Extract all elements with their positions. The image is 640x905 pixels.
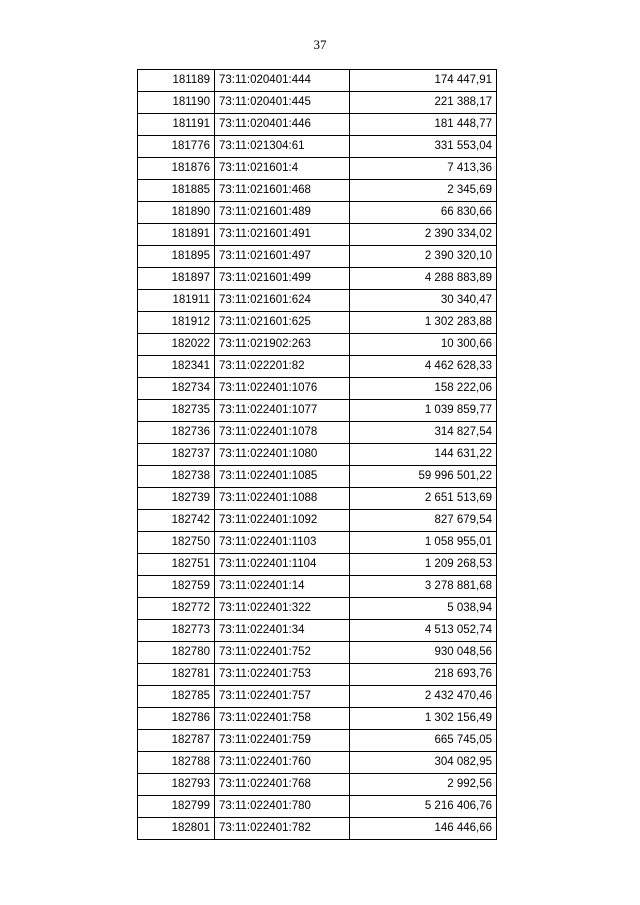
value-cell: 146 446,66	[350, 818, 497, 840]
value-cell: 174 447,91	[350, 70, 497, 92]
value-cell: 331 553,04	[350, 136, 497, 158]
table-row	[138, 466, 497, 488]
cadastral-number-cell: 73:11:022401:1077	[215, 400, 350, 422]
cadastral-number-cell: 73:11:021601:499	[215, 268, 350, 290]
row-id-cell: 181189	[138, 70, 215, 92]
row-id-cell: 182742	[138, 510, 215, 532]
row-id-cell: 182738	[138, 466, 215, 488]
row-id-cell: 182780	[138, 642, 215, 664]
cadastral-number-cell: 73:11:022401:1088	[215, 488, 350, 510]
row-id-cell: 182750	[138, 532, 215, 554]
table-row	[138, 488, 497, 510]
value-cell: 2 432 470,46	[350, 686, 497, 708]
value-cell: 2 992,56	[350, 774, 497, 796]
row-id-cell: 182787	[138, 730, 215, 752]
row-id-cell: 182736	[138, 422, 215, 444]
row-id-cell: 182737	[138, 444, 215, 466]
row-id-cell: 181885	[138, 180, 215, 202]
table-row	[138, 752, 497, 774]
table-row	[138, 180, 497, 202]
row-id-cell: 181191	[138, 114, 215, 136]
cadastral-number-cell: 73:11:022401:753	[215, 664, 350, 686]
table-row	[138, 818, 497, 840]
table-row	[138, 246, 497, 268]
table-row	[138, 378, 497, 400]
value-cell: 4 288 883,89	[350, 268, 497, 290]
row-id-cell: 182734	[138, 378, 215, 400]
value-cell: 1 039 859,77	[350, 400, 497, 422]
cadastral-number-cell: 73:11:022401:768	[215, 774, 350, 796]
table-row	[138, 686, 497, 708]
table-row	[138, 664, 497, 686]
row-id-cell: 182751	[138, 554, 215, 576]
value-cell: 665 745,05	[350, 730, 497, 752]
table-row	[138, 774, 497, 796]
table-row	[138, 114, 497, 136]
table-row	[138, 290, 497, 312]
row-id-cell: 182735	[138, 400, 215, 422]
table-row	[138, 730, 497, 752]
row-id-cell: 182773	[138, 620, 215, 642]
value-cell: 3 278 881,68	[350, 576, 497, 598]
data-table	[137, 69, 497, 840]
row-id-cell: 182786	[138, 708, 215, 730]
value-cell: 930 048,56	[350, 642, 497, 664]
cadastral-number-cell: 73:11:021601:624	[215, 290, 350, 312]
value-cell: 158 222,06	[350, 378, 497, 400]
cadastral-number-cell: 73:11:020401:445	[215, 92, 350, 114]
cadastral-number-cell: 73:11:022401:322	[215, 598, 350, 620]
cadastral-number-cell: 73:11:022401:780	[215, 796, 350, 818]
table-row	[138, 312, 497, 334]
row-id-cell: 181895	[138, 246, 215, 268]
value-cell: 10 300,66	[350, 334, 497, 356]
value-cell: 2 345,69	[350, 180, 497, 202]
row-id-cell: 181891	[138, 224, 215, 246]
table-row	[138, 400, 497, 422]
table-row	[138, 268, 497, 290]
table-row	[138, 422, 497, 444]
row-id-cell: 182759	[138, 576, 215, 598]
row-id-cell: 182739	[138, 488, 215, 510]
cadastral-number-cell: 73:11:022401:1092	[215, 510, 350, 532]
cadastral-number-cell: 73:11:022401:1104	[215, 554, 350, 576]
value-cell: 5 216 406,76	[350, 796, 497, 818]
value-cell: 144 631,22	[350, 444, 497, 466]
table-row	[138, 356, 497, 378]
value-cell: 4 513 052,74	[350, 620, 497, 642]
row-id-cell: 182799	[138, 796, 215, 818]
table-row	[138, 70, 497, 92]
cadastral-number-cell: 73:11:022401:1085	[215, 466, 350, 488]
cadastral-number-cell: 73:11:021304:61	[215, 136, 350, 158]
cadastral-number-cell: 73:11:022401:760	[215, 752, 350, 774]
cadastral-number-cell: 73:11:021601:491	[215, 224, 350, 246]
row-id-cell: 182781	[138, 664, 215, 686]
cadastral-number-cell: 73:11:022401:757	[215, 686, 350, 708]
value-cell: 4 462 628,33	[350, 356, 497, 378]
table-row	[138, 708, 497, 730]
value-cell: 314 827,54	[350, 422, 497, 444]
row-id-cell: 181897	[138, 268, 215, 290]
table-body	[138, 70, 497, 840]
row-id-cell: 182022	[138, 334, 215, 356]
row-id-cell: 182341	[138, 356, 215, 378]
cadastral-number-cell: 73:11:020401:446	[215, 114, 350, 136]
table-row	[138, 136, 497, 158]
table-row	[138, 554, 497, 576]
cadastral-number-cell: 73:11:022201:82	[215, 356, 350, 378]
cadastral-number-cell: 73:11:022401:752	[215, 642, 350, 664]
row-id-cell: 182788	[138, 752, 215, 774]
row-id-cell: 182801	[138, 818, 215, 840]
table-row	[138, 620, 497, 642]
table-row	[138, 334, 497, 356]
value-cell: 1 302 283,88	[350, 312, 497, 334]
cadastral-number-cell: 73:11:021601:625	[215, 312, 350, 334]
cadastral-number-cell: 73:11:020401:444	[215, 70, 350, 92]
cadastral-number-cell: 73:11:021902:263	[215, 334, 350, 356]
table-row	[138, 92, 497, 114]
value-cell: 7 413,36	[350, 158, 497, 180]
row-id-cell: 181912	[138, 312, 215, 334]
cadastral-number-cell: 73:11:021601:468	[215, 180, 350, 202]
value-cell: 2 390 334,02	[350, 224, 497, 246]
value-cell: 30 340,47	[350, 290, 497, 312]
row-id-cell: 181876	[138, 158, 215, 180]
cadastral-number-cell: 73:11:022401:1080	[215, 444, 350, 466]
value-cell: 1 209 268,53	[350, 554, 497, 576]
cadastral-number-cell: 73:11:022401:34	[215, 620, 350, 642]
cadastral-number-cell: 73:11:022401:1076	[215, 378, 350, 400]
row-id-cell: 181890	[138, 202, 215, 224]
cadastral-number-cell: 73:11:022401:1078	[215, 422, 350, 444]
cadastral-number-cell: 73:11:021601:497	[215, 246, 350, 268]
cadastral-number-cell: 73:11:022401:759	[215, 730, 350, 752]
row-id-cell: 181190	[138, 92, 215, 114]
cadastral-number-cell: 73:11:022401:1103	[215, 532, 350, 554]
value-cell: 1 302 156,49	[350, 708, 497, 730]
row-id-cell: 181776	[138, 136, 215, 158]
table-row	[138, 642, 497, 664]
table-row	[138, 202, 497, 224]
cadastral-number-cell: 73:11:022401:782	[215, 818, 350, 840]
cadastral-number-cell: 73:11:022401:758	[215, 708, 350, 730]
value-cell: 1 058 955,01	[350, 532, 497, 554]
table-row	[138, 796, 497, 818]
row-id-cell: 182793	[138, 774, 215, 796]
value-cell: 221 388,17	[350, 92, 497, 114]
table-row	[138, 224, 497, 246]
table-row	[138, 158, 497, 180]
value-cell: 218 693,76	[350, 664, 497, 686]
table-row	[138, 598, 497, 620]
cadastral-number-cell: 73:11:022401:14	[215, 576, 350, 598]
table-row	[138, 510, 497, 532]
value-cell: 2 390 320,10	[350, 246, 497, 268]
value-cell: 2 651 513,69	[350, 488, 497, 510]
table-row	[138, 444, 497, 466]
value-cell: 5 038,94	[350, 598, 497, 620]
value-cell: 181 448,77	[350, 114, 497, 136]
row-id-cell: 181911	[138, 290, 215, 312]
row-id-cell: 182785	[138, 686, 215, 708]
page-number: 37	[313, 37, 327, 52]
value-cell: 59 996 501,22	[350, 466, 497, 488]
value-cell: 304 082,95	[350, 752, 497, 774]
cadastral-number-cell: 73:11:021601:4	[215, 158, 350, 180]
table-row	[138, 532, 497, 554]
table-row	[138, 576, 497, 598]
cadastral-number-cell: 73:11:021601:489	[215, 202, 350, 224]
value-cell: 66 830,66	[350, 202, 497, 224]
value-cell: 827 679,54	[350, 510, 497, 532]
row-id-cell: 182772	[138, 598, 215, 620]
